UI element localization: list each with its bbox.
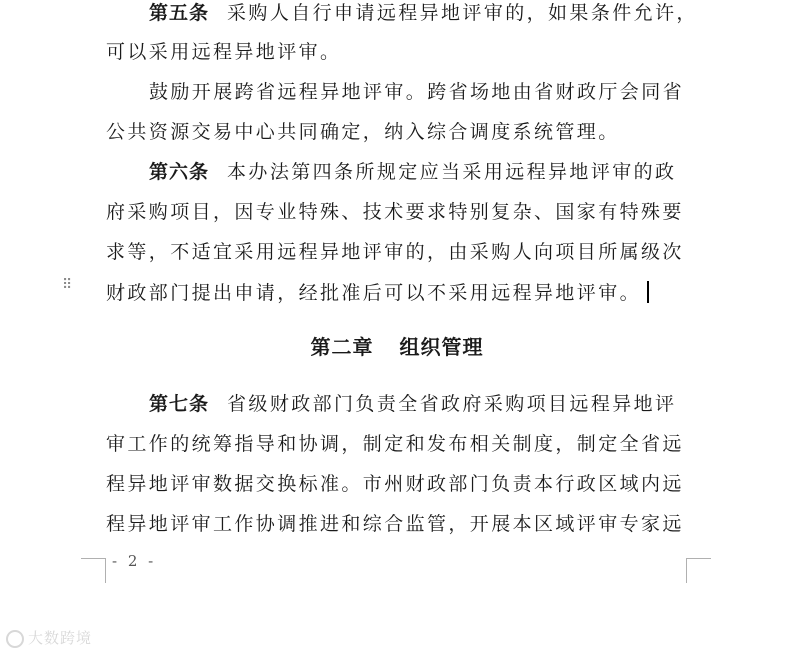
margin-corner-mark-left bbox=[81, 558, 106, 583]
line-text: 本办法第四条所规定应当采用远程异地评审的政 bbox=[227, 161, 677, 183]
article-5-line-1[interactable] bbox=[149, 2, 698, 24]
line-text: 采购人自行申请远程异地评审的，如果条件允许， bbox=[227, 2, 698, 24]
article-6-line-1[interactable] bbox=[149, 161, 676, 183]
line-text: 公共资源交易中心共同确定，纳入综合调度系统管理。 bbox=[106, 121, 620, 143]
line-text: 程异地评审数据交换标准。市州财政部门负责本行政区域内远 bbox=[106, 473, 684, 495]
chapter-number: 第二章 bbox=[310, 335, 374, 359]
paragraph-line[interactable] bbox=[106, 473, 684, 495]
line-text: 可以采用远程异地评审。 bbox=[106, 41, 342, 63]
paragraph-line[interactable] bbox=[106, 201, 684, 223]
chapter-title: 组织管理 bbox=[399, 335, 484, 359]
line-text: 省级财政部门负责全省政府采购项目远程异地评 bbox=[227, 393, 677, 415]
watermark bbox=[6, 627, 92, 648]
paragraph-line[interactable] bbox=[106, 281, 649, 304]
line-text: 财政部门提出申请，经批准后可以不采用远程异地评审。 bbox=[106, 282, 642, 304]
watermark-text: 大数跨境 bbox=[28, 629, 93, 647]
article-5-line-2[interactable] bbox=[106, 41, 341, 63]
line-text: 求等，不适宜采用远程异地评审的，由采购人向项目所属级次 bbox=[106, 241, 684, 263]
article-label: 第五条 bbox=[149, 2, 210, 24]
paragraph-line[interactable] bbox=[149, 81, 684, 103]
article-label: 第七条 bbox=[149, 393, 210, 415]
paragraph-line[interactable] bbox=[106, 513, 684, 535]
paragraph-line[interactable] bbox=[106, 121, 620, 143]
paragraph-line[interactable] bbox=[106, 433, 684, 455]
paragraph-line[interactable] bbox=[106, 241, 684, 263]
text-cursor bbox=[647, 281, 649, 303]
margin-corner-mark-right bbox=[686, 558, 711, 583]
line-text: 程异地评审工作协调推进和综合监管，开展本区域评审专家远 bbox=[106, 513, 684, 535]
line-text: 鼓励开展跨省远程异地评审。跨省场地由省财政厅会同省 bbox=[149, 81, 685, 103]
page-number: - 2 - bbox=[112, 552, 157, 570]
article-7-line-1[interactable] bbox=[149, 393, 676, 415]
watermark-logo-icon bbox=[6, 630, 24, 648]
line-text: 审工作的统筹指导和协调，制定和发布相关制度，制定全省远 bbox=[106, 433, 684, 455]
article-label: 第六条 bbox=[149, 161, 210, 183]
chapter-heading[interactable] bbox=[0, 334, 794, 360]
drag-handle-icon[interactable]: ⠿ bbox=[62, 277, 73, 293]
line-text: 府采购项目，因专业特殊、技术要求特别复杂、国家有特殊要 bbox=[106, 201, 684, 223]
